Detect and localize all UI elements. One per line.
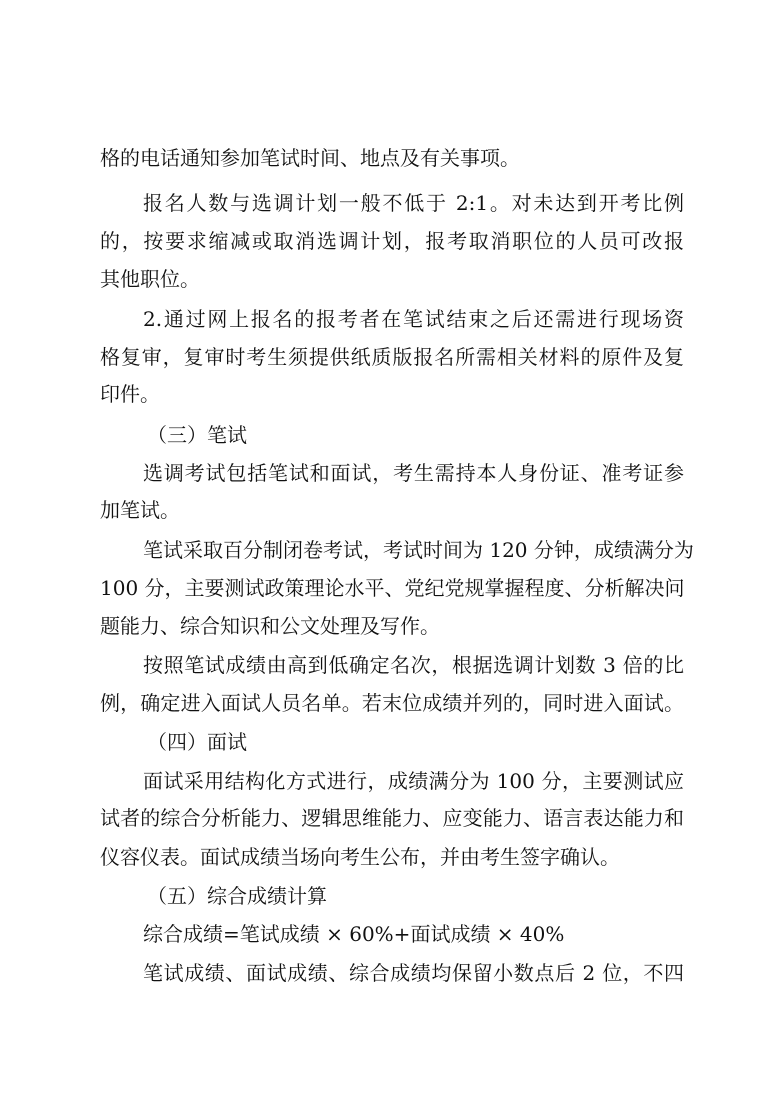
body-line-11: 笔试采取百分制闭卷考试，考试时间为 120 分钟，成绩满分为	[143, 538, 694, 562]
body-line-1: 格的电话通知参加笔试时间、地点及有关事项。	[100, 146, 520, 170]
body-line-4: 其他职位。	[100, 267, 200, 291]
body-line-17: 面试采用结构化方式进行，成绩满分为 100 分，主要测试应	[143, 769, 684, 793]
body-line-9: 选调考试包括笔试和面试，考生需持本人身份证、准考证参	[143, 461, 684, 485]
formula-line: 综合成绩=笔试成绩 × 60%+面试成绩 × 40%	[143, 922, 565, 946]
body-line-13: 题能力、综合知识和公文处理及写作。	[100, 614, 440, 638]
section-heading-interview: （四）面试	[147, 730, 247, 754]
section-heading-written-exam: （三）笔试	[147, 423, 247, 447]
body-line-18: 试者的综合分析能力、逻辑思维能力、应变能力、语言表达能力和	[100, 806, 684, 830]
body-line-6: 格复审，复审时考生须提供纸质版报名所需相关材料的原件及复	[100, 345, 684, 369]
body-line-15: 例，确定进入面试人员名单。若末位成绩并列的，同时进入面试。	[100, 691, 684, 715]
body-line-19: 仪容仪表。面试成绩当场向考生公布，并由考生签字确认。	[100, 845, 620, 869]
body-line-22: 笔试成绩、面试成绩、综合成绩均保留小数点后 2 位，不四	[143, 961, 684, 985]
body-line-10: 加笔试。	[100, 498, 180, 522]
body-line-14: 按照笔试成绩由高到低确定名次，根据选调计划数 3 倍的比	[143, 653, 684, 677]
body-line-2: 报名人数与选调计划一般不低于 2:1。对未达到开考比例	[143, 191, 684, 215]
body-line-7: 印件。	[100, 382, 160, 406]
body-line-5: 2.通过网上报名的报考者在笔试结束之后还需进行现场资	[143, 307, 684, 331]
body-line-3: 的，按要求缩减或取消选调计划，报考取消职位的人员可改报	[100, 229, 684, 253]
section-heading-composite-score: （五）综合成绩计算	[147, 884, 327, 908]
body-line-12: 100 分，主要测试政策理论水平、党纪党规掌握程度、分析解决问	[100, 576, 685, 600]
